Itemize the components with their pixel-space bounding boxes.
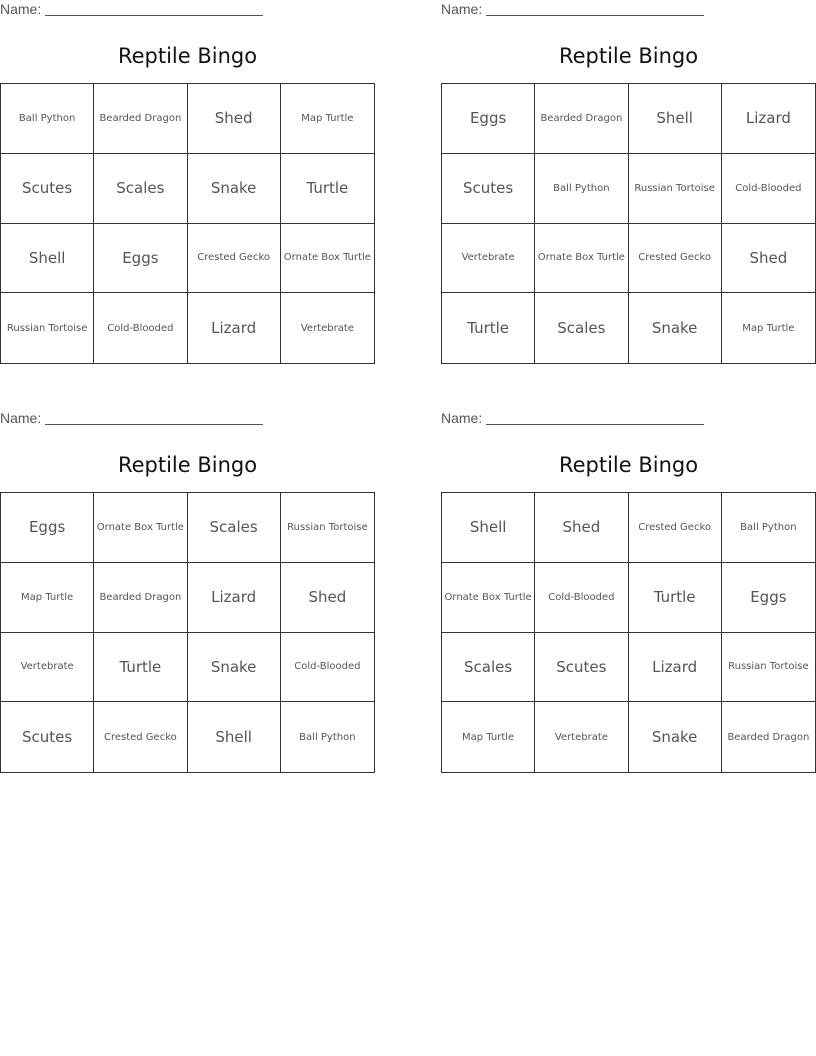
- bingo-cell[interactable]: Snake: [188, 154, 281, 224]
- bingo-cell[interactable]: Scutes: [535, 633, 628, 703]
- bingo-cell[interactable]: Ball Python: [535, 154, 628, 224]
- bingo-cell[interactable]: Lizard: [188, 293, 281, 363]
- name-label: Name:: [441, 1, 483, 17]
- bingo-cell[interactable]: Shed: [281, 563, 374, 633]
- bingo-cell[interactable]: Turtle: [442, 293, 535, 363]
- bingo-cell[interactable]: Cold-Blooded: [535, 563, 628, 633]
- bingo-cell[interactable]: Ornate Box Turtle: [535, 224, 628, 294]
- bingo-cell[interactable]: Shed: [722, 224, 815, 294]
- bingo-cell[interactable]: Lizard: [629, 633, 722, 703]
- bingo-grid: [441, 492, 816, 773]
- name-blank-line[interactable]: [486, 410, 704, 425]
- bingo-cell[interactable]: Vertebrate: [300, 322, 354, 334]
- bingo-cell[interactable]: Scutes: [1, 702, 94, 772]
- name-label: Name:: [0, 410, 42, 426]
- bingo-cell[interactable]: Scales: [535, 293, 628, 363]
- bingo-cell[interactable]: Ornate Box Turtle: [94, 493, 187, 563]
- bingo-cell[interactable]: Vertebrate: [535, 702, 628, 772]
- bingo-cell[interactable]: Vertebrate: [1, 633, 94, 703]
- bingo-cell[interactable]: Eggs: [442, 84, 535, 154]
- bingo-cell[interactable]: Bearded Dragon: [535, 84, 628, 154]
- bingo-cell[interactable]: Scales: [188, 493, 281, 563]
- bingo-cell[interactable]: Cold-Blooded: [94, 293, 187, 363]
- bingo-cell[interactable]: Shell: [629, 84, 722, 154]
- bingo-cell[interactable]: Ball Python: [722, 493, 815, 563]
- bingo-cell[interactable]: Vertebrate: [442, 224, 535, 294]
- bingo-cell[interactable]: Map Turtle: [281, 84, 374, 154]
- bingo-cell[interactable]: Scales: [442, 633, 535, 703]
- name-label: Name:: [0, 1, 42, 17]
- name-field: [0, 410, 263, 430]
- bingo-cell[interactable]: Ball Python: [299, 731, 356, 743]
- bingo-cell[interactable]: Ornate Box Turtle: [442, 563, 535, 633]
- bingo-cell[interactable]: Snake: [629, 702, 722, 772]
- name-blank-line[interactable]: [486, 1, 704, 16]
- bingo-cell[interactable]: Lizard: [188, 563, 281, 633]
- bingo-cell[interactable]: Lizard: [722, 84, 815, 154]
- bingo-cell[interactable]: Snake: [629, 293, 722, 363]
- card-title: Reptile Bingo: [558, 453, 699, 477]
- bingo-cell[interactable]: Russian Tortoise: [1, 293, 94, 363]
- bingo-grid: [0, 492, 375, 773]
- bingo-cell[interactable]: Crested Gecko: [188, 224, 281, 294]
- name-field: [0, 1, 263, 21]
- bingo-cell[interactable]: Turtle: [94, 633, 187, 703]
- bingo-cell[interactable]: Cold-Blooded: [722, 154, 815, 224]
- bingo-cell[interactable]: Eggs: [1, 493, 94, 563]
- bingo-cell[interactable]: Turtle: [629, 563, 722, 633]
- bingo-card: [0, 0, 375, 364]
- bingo-cell[interactable]: Bearded Dragon: [94, 84, 187, 154]
- bingo-cell[interactable]: Shell: [188, 702, 281, 772]
- name-field: [441, 410, 704, 430]
- card-title: Reptile Bingo: [117, 453, 258, 477]
- bingo-cell[interactable]: Ornate Box Turtle: [281, 224, 374, 294]
- bingo-cell[interactable]: Bearded Dragon: [727, 731, 810, 743]
- card-title: Reptile Bingo: [117, 44, 258, 68]
- bingo-cell[interactable]: Crested Gecko: [629, 493, 722, 563]
- bingo-cell[interactable]: Scales: [94, 154, 187, 224]
- bingo-cell[interactable]: Russian Tortoise: [722, 633, 815, 703]
- bingo-cell[interactable]: Cold-Blooded: [281, 633, 374, 703]
- bingo-cell[interactable]: Eggs: [94, 224, 187, 294]
- name-field: [441, 1, 704, 21]
- bingo-cell[interactable]: Ball Python: [1, 84, 94, 154]
- bingo-cell[interactable]: Russian Tortoise: [281, 493, 374, 563]
- bingo-cell[interactable]: Map Turtle: [442, 702, 535, 772]
- bingo-grid: [0, 83, 375, 364]
- bingo-cell[interactable]: Snake: [188, 633, 281, 703]
- bingo-cell[interactable]: Crested Gecko: [629, 224, 722, 294]
- bingo-cell[interactable]: Shell: [1, 224, 94, 294]
- card-title: Reptile Bingo: [558, 44, 699, 68]
- bingo-card: [0, 409, 375, 773]
- bingo-cell[interactable]: Scutes: [1, 154, 94, 224]
- bingo-cell[interactable]: Eggs: [722, 563, 815, 633]
- bingo-card: [441, 409, 816, 773]
- bingo-cell[interactable]: Scutes: [442, 154, 535, 224]
- bingo-cell[interactable]: Shell: [442, 493, 535, 563]
- bingo-cell[interactable]: Russian Tortoise: [629, 154, 722, 224]
- bingo-cell[interactable]: Turtle: [281, 154, 374, 224]
- bingo-cell[interactable]: Shed: [188, 84, 281, 154]
- bingo-cell[interactable]: Crested Gecko: [94, 702, 187, 772]
- name-label: Name:: [441, 410, 483, 426]
- bingo-cell[interactable]: Map Turtle: [1, 563, 94, 633]
- name-blank-line[interactable]: [45, 1, 263, 16]
- bingo-cell[interactable]: Shed: [535, 493, 628, 563]
- bingo-cell[interactable]: Bearded Dragon: [94, 563, 187, 633]
- bingo-card: [441, 0, 816, 364]
- bingo-cell[interactable]: Map Turtle: [742, 322, 795, 334]
- bingo-grid: [441, 83, 816, 364]
- name-blank-line[interactable]: [45, 410, 263, 425]
